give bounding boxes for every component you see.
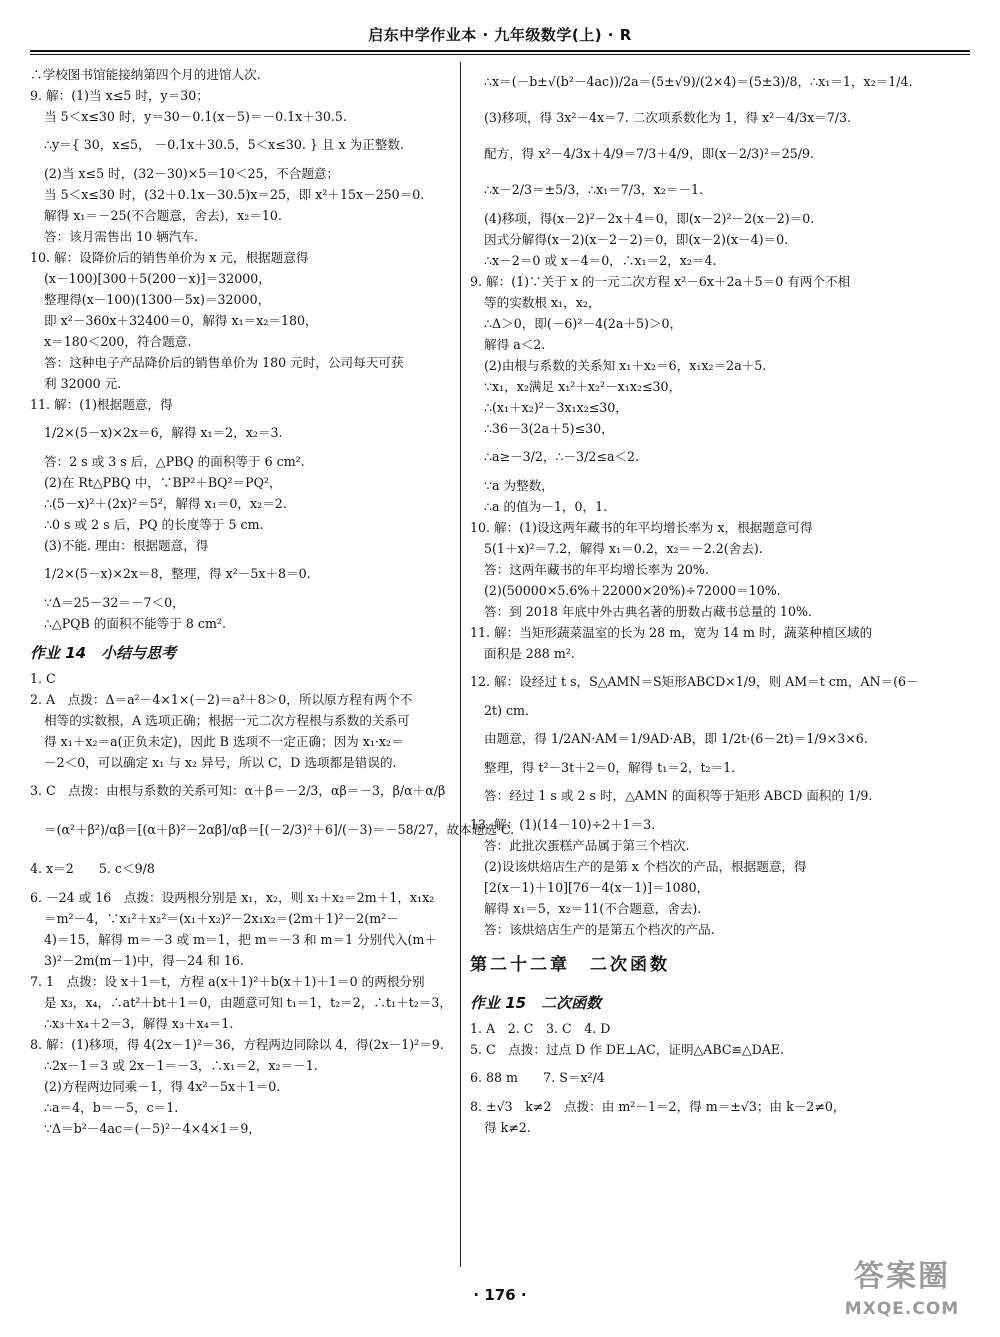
text-line: 答：这两年藏书的年平均增长率为 20%.	[484, 562, 709, 577]
text-line: [2(x－1)＋10][76－4(x－1)]＝1080，	[484, 880, 710, 895]
formula-line: 6. 88 m 7. S＝x²/4	[470, 1070, 605, 1085]
formula-line: ∴x－2/3＝±5/3，∴x₁＝7/3，x₂＝－1.	[484, 182, 703, 197]
text-line: (4)移项，得(x－2)²－2x＋4＝0，即(x－2)²－2(x－2)＝0.	[484, 211, 815, 226]
text-line: (2)方程两边同乘－1，得 4x²－5x＋1＝0.	[44, 1079, 281, 1094]
text-line: ∴(x₁＋x₂)²－3x₁x₂≤30，	[484, 400, 628, 415]
text-line: 2t) cm.	[484, 703, 529, 718]
text-line: ∴Δ＞0，即(－6)²－4(2a＋5)＞0，	[484, 316, 683, 331]
text-line: (2)由根与系数的关系知 x₁＋x₂＝6，x₁x₂＝2a＋5.	[484, 358, 767, 373]
text-line: 是 x₃，x₄，∴at²＋bt＋1＝0，由题意可知 t₁＝1，t₂＝2，∴t₁＋t₂＝3，	[44, 995, 453, 1010]
text-line: 1. A 2. C 3. C 4. D	[470, 1021, 611, 1036]
text-line: －2＜0，可以确定 x₁ 与 x₂ 异号，所以 C，D 选项都是错误的.	[44, 755, 397, 770]
text-line: 得 k≠2.	[484, 1120, 531, 1135]
formula-line: 4. x＝2 5. c＜9/8	[30, 861, 155, 876]
text-line: 答：该烘焙店生产的是第五个档次的产品.	[484, 922, 715, 937]
text-line: 因式分解得(x－2)(x－2－2)＝0，即(x－2)(x－4)＝0.	[484, 232, 789, 247]
text-line: 5(1＋x)²＝7.2，解得 x₁＝0.2，x₂＝－2.2(舍去).	[484, 541, 763, 556]
text-line: 即 x²－360x＋32400＝0，解得 x₁＝x₂＝180，	[44, 313, 318, 328]
text-line: ∵Δ＝b²－4ac＝(－5)²－4×4×1＝9，	[44, 1121, 261, 1136]
text-line: 解得 a＜2.	[484, 337, 546, 352]
watermark-logo	[822, 1257, 982, 1329]
text-line: 相等的实数根，A 选项正确；根据一元二次方程根与系数的关系可	[44, 713, 410, 728]
text-line: ∴(5－x)²＋(2x)²＝5²，解得 x₁＝0，x₂＝2.	[44, 496, 287, 511]
text-line: ∵x₁，x₂满足 x₁²＋x₂²－x₁x₂≤30，	[484, 379, 682, 394]
text-line: 8. ±√3 k≠2 点拨：由 m²－1＝2，得 m＝±√3；由 k－2≠0，	[470, 1099, 846, 1114]
text-line: ∵Δ＝25－32＝－7＜0，	[44, 595, 185, 610]
text-line: x＝180＜200，符合题意.	[44, 334, 192, 349]
chapter-heading: 第二十二章 二次函数	[470, 955, 670, 975]
watermark-text: 答案圈	[854, 1259, 950, 1294]
header-rule	[30, 50, 970, 52]
text-line: 7. 1 点拨：设 x＋1＝t，方程 a(x＋1)²＋b(x＋1)＋1＝0 的两根分别	[30, 974, 425, 989]
text-line: (2)(50000×5.6%＋22000×20%)÷72000＝10%.	[484, 583, 781, 598]
text-line: ∴36－3(2a＋5)≤30，	[484, 421, 614, 436]
text-line: ∴2x－1＝3 或 2x－1＝－3，∴x₁＝2，x₂＝－1.	[44, 1058, 318, 1073]
formula-line: 12. 解：设经过 t s，S△AMN＝S矩形ABCD×1/9，则 AM＝t cm，AN＝(6－	[470, 674, 919, 689]
text-line: 5. C 点拨：过点 D 作 DE⊥AC，证明△ABC≌△DAE.	[470, 1042, 785, 1057]
text-line: 答：该月需售出 10 辆汽车.	[44, 229, 198, 244]
watermark-url: MXQE.COM	[844, 1299, 960, 1319]
text-line: ∴x－2＝0 或 x－4＝0，∴x₁＝2，x₂＝4.	[484, 253, 717, 268]
formula-line: 由题意，得 1/2AN·AM＝1/9AD·AB，即 1/2t·(6－2t)＝1/9×3×6.	[484, 731, 868, 746]
text-line: 当 5＜x≤30 时，y＝30－0.1(x－5)＝－0.1x＋30.5.	[44, 109, 347, 124]
text-line: ∴△PQB 的面积不能等于 8 cm².	[44, 616, 226, 631]
text-line: 10. 解：(1)设这两年藏书的年平均增长率为 x，根据题意可得	[470, 520, 813, 535]
text-line: (3)不能. 理由：根据题意，得	[44, 538, 209, 553]
text-line: 8. 解：(1)移项，得 4(2x－1)²＝36，方程两边同除以 4，得(2x－1)²＝9.	[30, 1037, 444, 1052]
text-line: 10. 解：设降价后的销售单价为 x 元，根据题意得	[30, 250, 309, 265]
column-divider	[460, 62, 461, 1267]
text-line: 3)²－2m(m－1)中，得－24 和 16.	[44, 953, 244, 968]
text-line: (2)在 Rt△PBQ 中，∵BP²＋BQ²＝PQ²，	[44, 475, 282, 490]
text-line: 答：到 2018 年底中外古典名著的册数占藏书总量的 10%.	[484, 604, 812, 619]
text-line: 解得 x₁＝5，x₂＝11(不合题意，舍去).	[484, 901, 702, 916]
text-line: 2. A 点拨：Δ＝a²－4×1×(－2)＝a²＋8＞0，所以原方程有两个不	[30, 692, 413, 707]
header-rule-thin	[30, 54, 970, 55]
text-line: 9. 解：(1)∵关于 x 的一元二次方程 x²－6x＋2a＋5＝0 有两个不相	[470, 274, 851, 289]
text-line: ∴a 的值为－1，0，1.	[484, 499, 608, 514]
text-line: 利 32000 元.	[44, 376, 122, 391]
page-header: 启东中学作业本 · 九年级数学(上) · R	[368, 26, 632, 44]
formula-line: 1/2×(5－x)×2x＝6，解得 x₁＝2，x₂＝3.	[44, 425, 283, 440]
formula-line: (3)移项，得 3x²－4x＝7. 二次项系数化为 1，得 x²－4/3x＝7/3.	[484, 110, 852, 125]
text-line: 整理，得 t²－3t＋2＝0，解得 t₁＝2，t₂＝1.	[484, 760, 736, 775]
text-line: 面积是 288 m².	[484, 646, 575, 661]
text-line: 当 5＜x≤30 时，(32＋0.1x－30.5)x＝25，即 x²＋15x－250＝0.	[44, 187, 425, 202]
text-line: 1. C	[30, 671, 56, 686]
text-line: 答：2 s 或 3 s 后，△PBQ 的面积等于 6 cm².	[44, 454, 305, 469]
section-heading: 作业 14 小结与思考	[30, 644, 177, 662]
text-line: 等的实数根 x₁，x₂，	[484, 295, 601, 310]
text-line: 解得 x₁＝－25(不合题意，舍去)，x₂＝10.	[44, 208, 282, 223]
formula-line: ∴y＝{ 30，x≤5， －0.1x＋30.5，5＜x≤30. } 且 x 为正整数.	[44, 137, 404, 152]
text-line: ＝m²－4，∵x₁²＋x₂²＝(x₁＋x₂)²－2x₁x₂＝(2m＋1)²－2(m²－	[44, 911, 399, 926]
section-heading: 作业 15 二次函数	[470, 994, 602, 1012]
text-line: ∴0 s 或 2 s 后，PQ 的长度等于 5 cm.	[44, 517, 264, 532]
text-line: 9. 解：(1)当 x≤5 时，y＝30；	[30, 88, 209, 103]
text-line: 得 x₁＋x₂＝a(正负未定)，因此 B 选项不一定正确；因为 x₁·x₂＝	[44, 734, 404, 749]
formula-line: 答：经过 1 s 或 2 s 时，△AMN 的面积等于矩形 ABCD 面积的 1/9.	[484, 788, 873, 803]
formula-line: 3. C 点拨：由根与系数的关系可知：α＋β＝－2/3，αβ＝－3，β/α＋α/β	[30, 783, 446, 798]
text-line: 11. 解：(1)根据题意，得	[30, 397, 173, 412]
text-line: 整理得(x－100)(1300－5x)＝32000，	[44, 292, 271, 307]
text-line: 13. 解：(1)(14－10)÷2＋1＝3.	[470, 817, 656, 832]
formula-line: 1/2×(5－x)×2x＝8，整理，得 x²－5x＋8＝0.	[44, 566, 311, 581]
page-number: · 176 ·	[473, 1286, 527, 1304]
text-line: 11. 解：当矩形蔬菜温室的长为 28 m，宽为 14 m 时，蔬菜种植区域的	[470, 625, 873, 640]
text-line: (x－100)[300＋5(200－x)]＝32000，	[44, 271, 271, 286]
text-line: 4)＝15，解得 m＝－3 或 m＝1，把 m＝－3 和 m＝1 分别代入(m＋	[44, 932, 437, 947]
formula-line: ∴x＝(－b±√(b²－4ac))/2a＝(5±√9)/(2×4)＝(5±3)/8，∴x₁＝1，x₂＝1/4.	[484, 74, 913, 89]
text-line: 6. －24 或 16 点拨：设两根分别是 x₁，x₂，则 x₁＋x₂＝2m＋1，x₁x₂	[30, 890, 435, 905]
formula-line: ∴a≥－3/2，∴－3/2≤a＜2.	[484, 449, 640, 464]
text-line: ∴x₃＋x₄＋2＝3，解得 x₃＋x₄＝1.	[44, 1016, 234, 1031]
formula-line: ＝(α²＋β²)/αβ＝[(α＋β)²－2αβ]/αβ＝[(－2/3)²＋6]/(－3)＝－58/27，故本题选 C.	[44, 822, 515, 837]
right-column	[470, 64, 919, 1138]
text-line: ∵a 为整数，	[484, 478, 554, 493]
text-line: (2)当 x≤5 时，(32－30)×5＝10＜25，不合题意；	[44, 166, 340, 181]
text-line: 答：此批次蛋糕产品属于第三个档次.	[484, 838, 690, 853]
text-line: ∴a＝4，b＝－5，c＝1.	[44, 1100, 179, 1115]
text-line: 答：这种电子产品降价后的销售单价为 180 元时，公司每天可获	[44, 355, 404, 370]
text-line: ∴学校图书馆能接纳第四个月的进馆人次.	[30, 67, 261, 82]
text-line: (2)设该烘焙店生产的是第 x 个档次的产品，根据题意，得	[484, 859, 807, 874]
formula-line: 配方，得 x²－4/3x＋4/9＝7/3＋4/9，即(x－2/3)²＝25/9.	[484, 146, 814, 161]
